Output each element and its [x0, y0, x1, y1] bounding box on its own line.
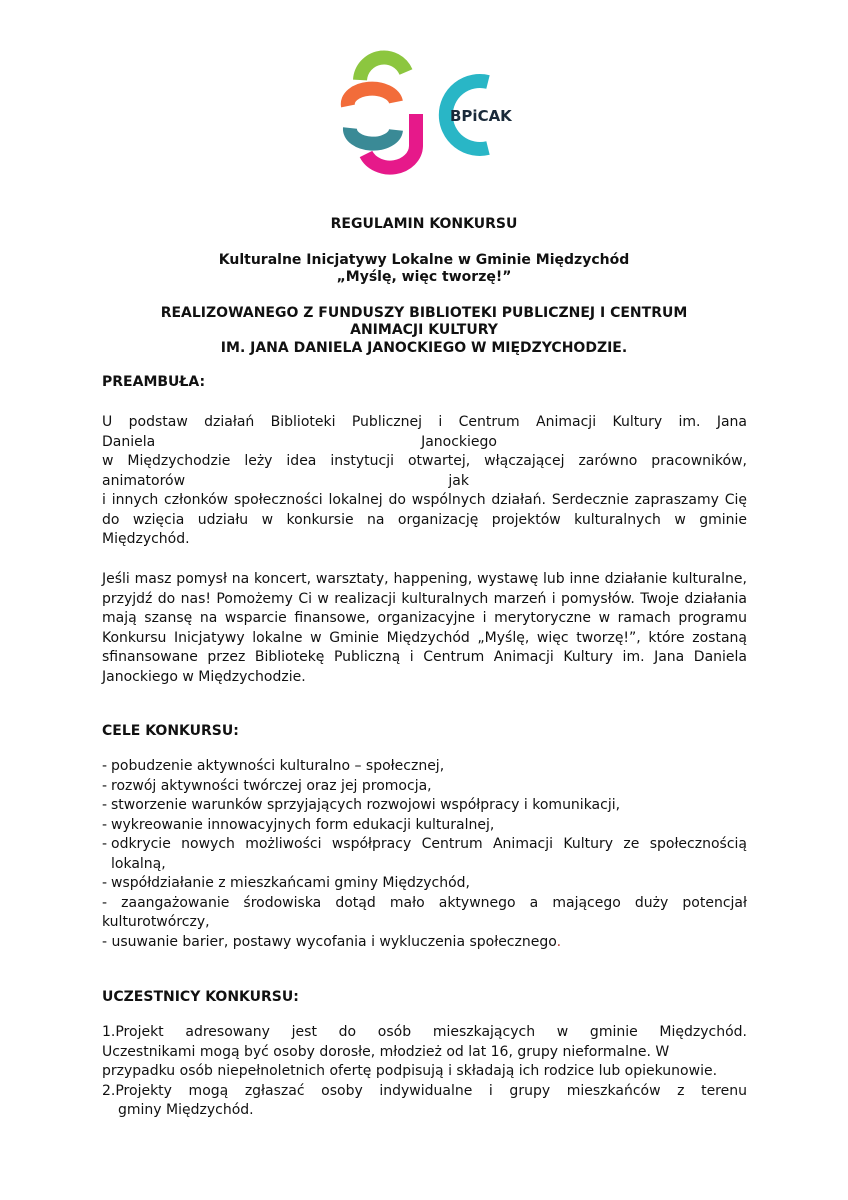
- goal-item: - odkrycie nowych możliwości współpracy Centrum Animacji Kultury ze społecznością lokalną,: [102, 835, 747, 874]
- funding-line-3: IM. JANA DANIELA JANOCKIEGO W MIĘDZYCHODZIE.: [220, 340, 628, 356]
- goal-item: - zaangażowanie środowiska dotąd mało aktywnego a mającego duży potencjał kulturotwórczy,: [102, 894, 747, 930]
- logo-teal-arc: [350, 128, 396, 144]
- logo: [338, 50, 518, 178]
- contest-name: Kulturalne Inicjatywy Lokalne w Gminie Międzychód: [218, 252, 630, 268]
- preamble-line: w Międzychodzie leży idea instytucji otwartej, włączającej zarówno pracowników,: [102, 453, 747, 469]
- participant-line: 2.Projekty mogą zgłaszać osoby indywidualne i grupy mieszkańców z terenu: [102, 1082, 747, 1099]
- document-title: REGULAMIN KONKURSU: [330, 216, 518, 232]
- goal-item: - wykreowanie innowacyjnych form edukacji kulturalnej,: [102, 816, 747, 836]
- participants-heading: UCZESTNICY KONKURSU:: [102, 989, 299, 1005]
- goal-item-suffix: .: [556, 933, 562, 950]
- preamble-line: animatorów jak: [102, 472, 469, 489]
- goal-item-text: - usuwanie barier, postawy wycofania i wykluczenia społecznego: [102, 933, 557, 950]
- contest-slogan: „Myślę, więc tworzę!”: [336, 269, 512, 285]
- goal-item: - rozwój aktywności twórczej oraz jej promocja,: [102, 777, 747, 797]
- participant-line: Uczestnikami mogą być osoby dorosłe, młodzież od lat 16, grupy nieformalne. W przypadku osób niepełnoletnich ofertę podpisują i składają ich rodzice lub opiekunowie.: [102, 1043, 718, 1079]
- preamble-paragraph-2: Jeśli masz pomysł na koncert, warsztaty, happening, wystawę lub inne działanie kulturalne, przyjdź do nas! Pomożemy Ci w realizacji kulturalnych marzeń i pomysłów. Twoje działania mają szansę na wsparcie finansowe, organizacyjne i merytoryczne w ramach programu Konkursu Inicjatywy lokalne w Gminie Międzychód „Myślę, więc tworzę!”, które zostaną sfinansowane przez Bibliotekę Publiczną i Centrum Animacji Kultury im. Jana Daniela Janockiego w Międzychodzie.: [102, 571, 747, 685]
- participants-list: [102, 1023, 747, 1121]
- preamble-line: i innych członków społeczności lokalnej do wspólnych działań. Serdecznie zapraszamy Cię do wzięcia udziału w konkursie na organizację projektów kulturalnych w gminie Międzychód.: [102, 492, 747, 547]
- goal-item: - współdziałanie z mieszkańcami gminy Międzychód,: [102, 874, 747, 894]
- goal-item: - pobudzenie aktywności kulturalno – społecznej,: [102, 757, 747, 777]
- participant-line: gminy Międzychód.: [118, 1102, 254, 1118]
- funding-line-2: ANIMACJI KULTURY: [350, 322, 498, 338]
- preamble-heading: PREAMBUŁA:: [102, 374, 206, 390]
- logo-text: BPiCAK: [450, 107, 512, 125]
- goal-item: - stworzenie warunków sprzyjających rozwojowi współpracy i komunikacji,: [102, 796, 747, 816]
- participant-line: 1.Projekt adresowany jest do osób mieszkających w gminie Międzychód.: [102, 1024, 747, 1040]
- bpicak-logo-icon: [338, 50, 518, 178]
- goal-item-last: [102, 933, 747, 953]
- goals-list: [102, 757, 747, 952]
- preamble-line: U podstaw działań Biblioteki Publicznej i Centrum Animacji Kultury im. Jana: [102, 414, 747, 430]
- participant-item-2: [102, 1082, 747, 1121]
- goals-heading: CELE KONKURSU:: [102, 723, 239, 739]
- logo-orange-arc: [348, 89, 396, 106]
- participant-item-1: [102, 1023, 747, 1082]
- preamble-line: Daniela Janockiego: [102, 433, 497, 450]
- funding-line-1: REALIZOWANEGO Z FUNDUSZY BIBLIOTEKI PUBLICZNEJ I CENTRUM: [160, 305, 688, 321]
- logo-green-arc: [360, 57, 406, 80]
- preamble-paragraph-1: [102, 413, 747, 550]
